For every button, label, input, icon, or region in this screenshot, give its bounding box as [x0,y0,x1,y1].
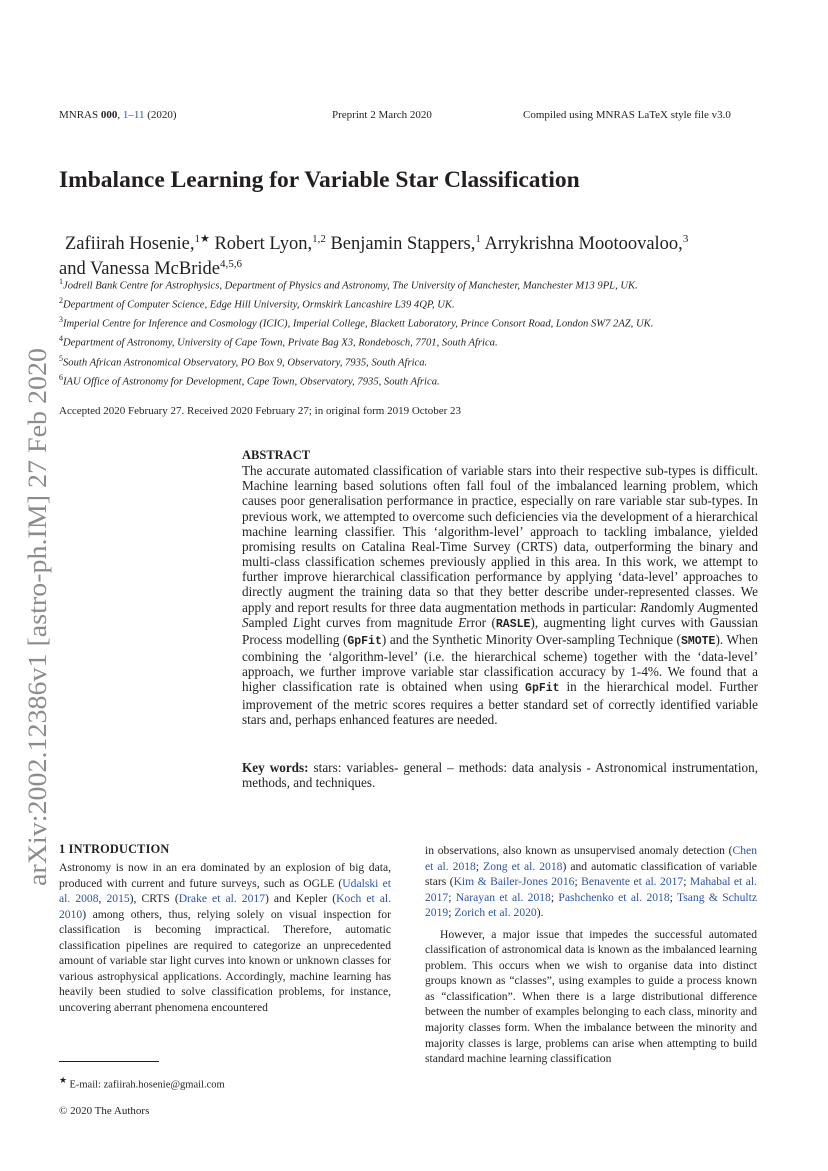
star-icon: ★ [59,1075,67,1085]
page-range-link[interactable]: 1–11 [122,109,145,121]
journal-volume: 000 [100,109,118,121]
corresponding-author-footnote: ★ E-mail: zafiirah.hosenie@gmail.com [59,1075,225,1091]
abstract-block [242,448,758,727]
method-name-smote: SMOTE [680,634,716,648]
journal-prefix: MNRAS [59,109,101,121]
author-name: Robert Lyon, [209,234,313,255]
affiliation-item: $^3$Imperial Centre for Inference and Cosmology (ICIC), Imperial College, Blackett Laboratory, Prince Consort Road, London SW7 2AZ, UK. [59,315,654,330]
author-affil-marker: 3 [682,233,689,245]
keywords-block [242,760,758,790]
citation-link[interactable]: Koch et al. 2010 [59,892,392,921]
author-name: Arrykrishna Mootoovaloo, [480,234,683,255]
compiled-note: Compiled using MNRAS LaTeX style file v3.0 [523,109,731,121]
citation-link[interactable]: Udalski et al. 2008 [59,876,391,906]
citation-link[interactable]: Tsang & Schultz 2019 [425,890,757,920]
citation-link[interactable]: Zorich et al. 2020 [454,906,537,920]
author-affil-marker: 1 [475,233,481,245]
affiliation-item: $^4$Department of Astronomy, University of Cape Town, Private Bag X3, Rondebosch, 7701, South Africa. [59,334,498,349]
citation-link[interactable]: Chen et al. 2018 [425,844,757,873]
author-list [59,228,799,281]
author-affil-marker: 1,2 [312,233,326,245]
intro-left-column: Astronomy is now in an era dominated by an explosion of big data, produced with current and future surveys, such as OGLE (Udalski et al. 2008, 2015), CRTS (Drake et al. 2017) and Kepler (Koch et al. 2010) among others, thus, relying solely on visual inspection for classification is becoming impractical. Therefore, automatic classification pipelines are required to categorize an unprecedented amount of variable star light curves into known or unknown classes for various astrophysical applications. Accordingly, machine learning has heavily been studied to solve classification problems, for instance, uncovering aberrant phenomena encountered [59,861,392,1014]
arxiv-stamp[interactable] [8,343,56,888]
author-affil-marker: 1★ [194,233,210,245]
author-name: and Vanessa McBride [59,259,220,280]
arxiv-identifier[interactable]: arXiv:2002.12386v1 [astro-ph.IM] 27 Feb 2020 [23,382,52,886]
citation-link[interactable]: Kim & Bailer-Jones 2016 [453,875,575,889]
paper-title: Imbalance Learning for Variable Star Classification [59,167,580,193]
intro-paragraph: However, a major issue that impedes the successful automated classification of astronomical data is known as the imbalanced learning problem. This occurs when we wish to organise data into distinct groups known as “classes”, using examples to guide a process known as “classification”. When there is a large distributional difference between the number of examples belonging to each class, minority and majority classes form. When the imbalance between the minority and majority classes is large, problems can arise when attempting to build standard machine learning classification [425,927,757,1066]
received-accepted-dates: Accepted 2020 February 27. Received 2020 February 27; in original form 2019 October 23 [59,405,462,417]
footnote-divider [59,1061,159,1062]
author-name: Zafiirah Hosenie, [65,234,195,255]
section-heading-introduction: 1 INTRODUCTION [59,842,170,856]
journal-year: (2020) [144,109,177,121]
affiliation-list [59,275,804,390]
intro-paragraph: in observations, also known as unsupervised anomaly detection (Chen et al. 2018; Zong et al. 2018) and automatic classification of variable stars (Kim & Bailer-Jones 2016; Benavente et al. 2017; Mahabal et al. 2017; Narayan et al. 2018; Pashchenko et al. 2018; Tsang & Schultz 2019; Zorich et al. 2020). [425,844,758,920]
citation-link[interactable]: Mahabal et al. 2017 [425,875,757,904]
intro-right-column [425,843,757,1067]
copyright-icon: © [59,1105,68,1117]
citation-link[interactable]: Zong et al. 2018 [483,859,563,873]
affiliation-item: $^1$Jodrell Bank Centre for Astrophysics, Department of Physics and Astronomy, The University of Manchester, Manchester M13 9PL, UK. [59,277,638,292]
abstract-body: The accurate automated classification of variable stars into their respective sub-types is difficult. Machine learning based solutions often fall foul of the imbalanced learning problem, which causes poor generalisation performance in practice, especially on rare variable star sub-types. In previous work, we attempted to overcome such deficiencies via the development of a hierarchical machine learning classifier. This ‘algorithm-level’ approach to tackling imbalance, yielded promising results on Catalina Real-Time Survey (CRTS) data, outperforming the binary and multi-class classification schemes previously applied in this area. In this work, we attempt to further improve hierarchical classification performance by applying ‘data-level’ approaches to directly augment the training data so that they better describe under-represented classes. We apply and report results for three data augmentation methods in particular: Randomly Augmented Sampled Light curves from magnitude Error (RASLE), augmenting light curves with Gaussian Process modelling (GpFit) and the Synthetic Minority Over-sampling Technique (SMOTE). When combining the ‘algorithm-level’ (i.e. the hierarchical scheme) together with the ‘data-level’ approach, we further improve variable star classification accuracy by 1-4%. We found that a higher classification rate is obtained when using GpFit in the hierarchical model. Further improvement of the metric scores requires a better standard set of correctly identified variable stars and, perhaps enhanced features are needed. [242,463,758,727]
method-name-rasle: RASLE [495,617,531,631]
running-header-left: MNRAS 000, 1–11 (2020) [59,109,177,121]
affiliation-item: $^2$Department of Computer Science, Edge Hill University, Ormskirk Lancashire L39 4QP, UK. [59,296,455,311]
author-name: Benjamin Stappers, [325,234,476,255]
method-name-gpfit: GpFit [347,634,382,648]
method-name-gpfit: GpFit [525,682,560,696]
citation-link[interactable]: 2015 [106,892,130,906]
citation-link[interactable]: Drake et al. 2017 [178,892,265,906]
abstract-heading: ABSTRACT [242,448,311,462]
preprint-date: Preprint 2 March 2020 [332,109,432,121]
keywords-text: stars: variables- general – methods: data analysis - Astronomical instrumentation, methods, and techniques. [242,760,758,791]
affiliation-item: $^6$IAU Office of Astronomy for Development, Cape Town, Observatory, 7935, South Africa. [59,372,440,388]
copyright-notice: © 2020 The Authors [59,1105,150,1117]
citation-link[interactable]: Narayan et al. 2018 [455,890,551,904]
affiliation-item: $^5$South African Astronomical Observatory, PO Box 9, Observatory, 7935, South Africa. [59,353,428,369]
author-affil-marker: 4,5,6 [219,258,242,271]
citation-link[interactable]: Pashchenko et al. 2018 [558,890,670,904]
keywords-label: Key words: [242,760,309,775]
citation-link[interactable]: Benavente et al. 2017 [581,875,684,889]
